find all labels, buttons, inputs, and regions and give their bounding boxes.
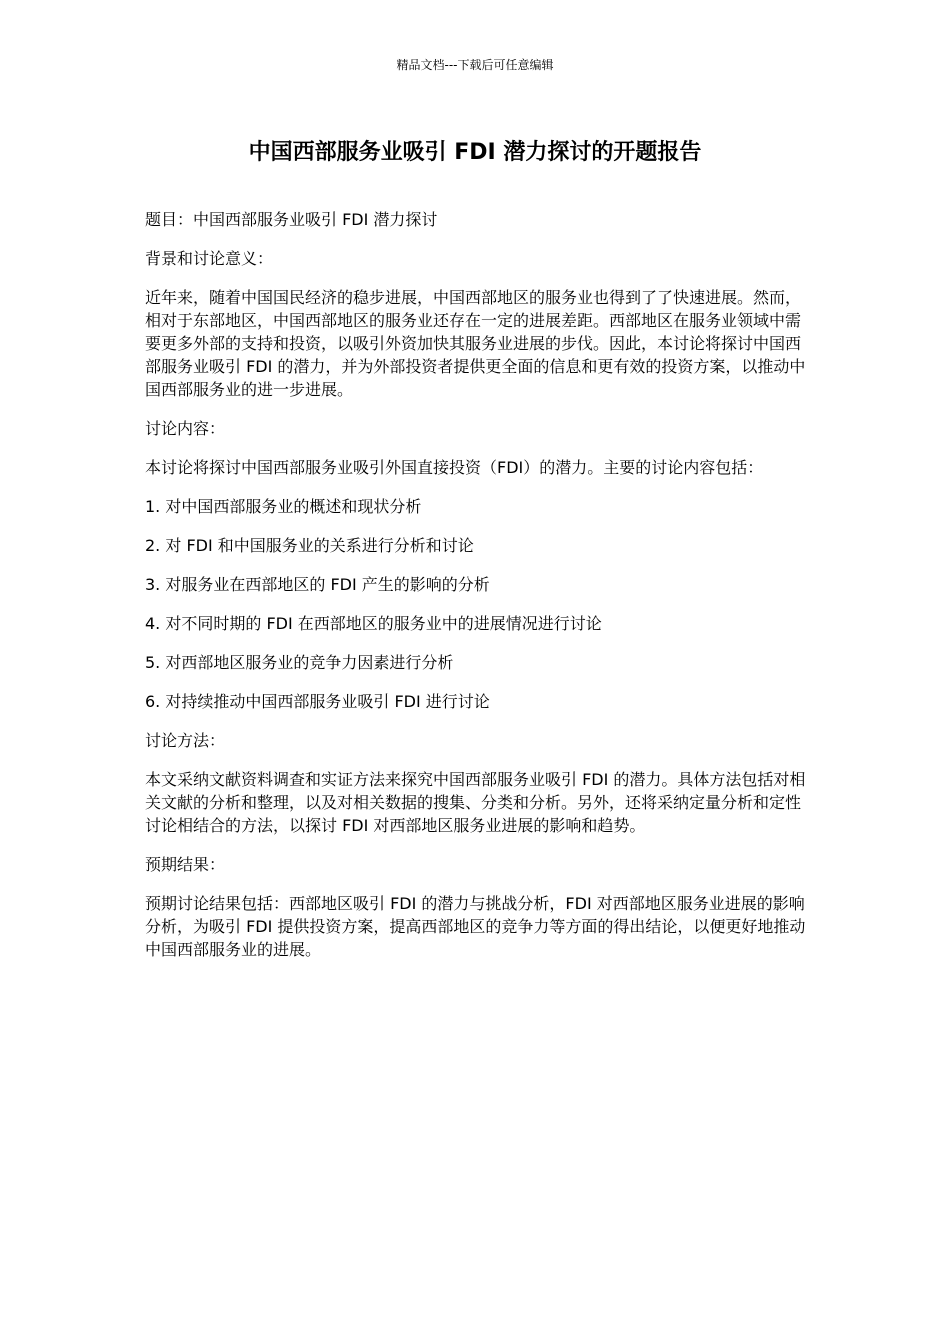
method-heading: 讨论方法： [145, 731, 226, 750]
method-paragraph: 本文采纳文献资料调查和实证方法来探究中国西部服务业吸引 FDI 的潜力。具体方法包括对相关文献的分析和整理，以及对相关数据的搜集、分类和分析。另外，还将采纳定量分析和定性讨论相结合的方法，以探讨 FDI 对西部地区服务业进展的影响和趋势。 [145, 770, 806, 835]
content-heading: 讨论内容： [145, 419, 226, 438]
result-paragraph: 预期讨论结果包括：西部地区吸引 FDI 的潜力与挑战分析，FDI 对西部地区服务业进展的影响分析，为吸引 FDI 提供投资方案，提高西部地区的竞争力等方面的得出结论，以便更好地推动中国西部服务业的进展。 [145, 894, 806, 959]
document-title: 中国西部服务业吸引 FDI 潜力探讨的开题报告 [248, 140, 702, 165]
background-heading: 背景和讨论意义： [145, 249, 274, 268]
content-item: 5. 对西部地区服务业的竞争力因素进行分析 [145, 653, 454, 672]
header-note: 精品文档---下载后可任意编辑 [396, 58, 554, 72]
result-heading: 预期结果： [145, 855, 226, 874]
topic-line: 题目：中国西部服务业吸引 FDI 潜力探讨 [145, 210, 438, 229]
content-intro: 本讨论将探讨中国西部服务业吸引外国直接投资（FDI）的潜力。主要的讨论内容包括： [145, 458, 764, 477]
content-item: 1. 对中国西部服务业的概述和现状分析 [145, 497, 422, 516]
document-body [145, 208, 815, 977]
content-item: 2. 对 FDI 和中国服务业的关系进行分析和讨论 [145, 536, 474, 555]
background-paragraph: 近年来，随着中国国民经济的稳步进展，中国西部地区的服务业也得到了了快速进展。然而，相对于东部地区，中国西部地区的服务业还存在一定的进展差距。西部地区在服务业领域中需要更多外部的支持和投资，以吸引外资加快其服务业进展的步伐。因此，本讨论将探讨中国西部服务业吸引 FDI 的潜力，并为外部投资者提供更全面的信息和更有效的投资方案，以推动中国西部服务业的进一步进展。 [145, 288, 806, 399]
content-item: 4. 对不同时期的 FDI 在西部地区的服务业中的进展情况进行讨论 [145, 614, 602, 633]
content-item: 3. 对服务业在西部地区的 FDI 产生的影响的分析 [145, 575, 490, 594]
content-item: 6. 对持续推动中国西部服务业吸引 FDI 进行讨论 [145, 692, 490, 711]
